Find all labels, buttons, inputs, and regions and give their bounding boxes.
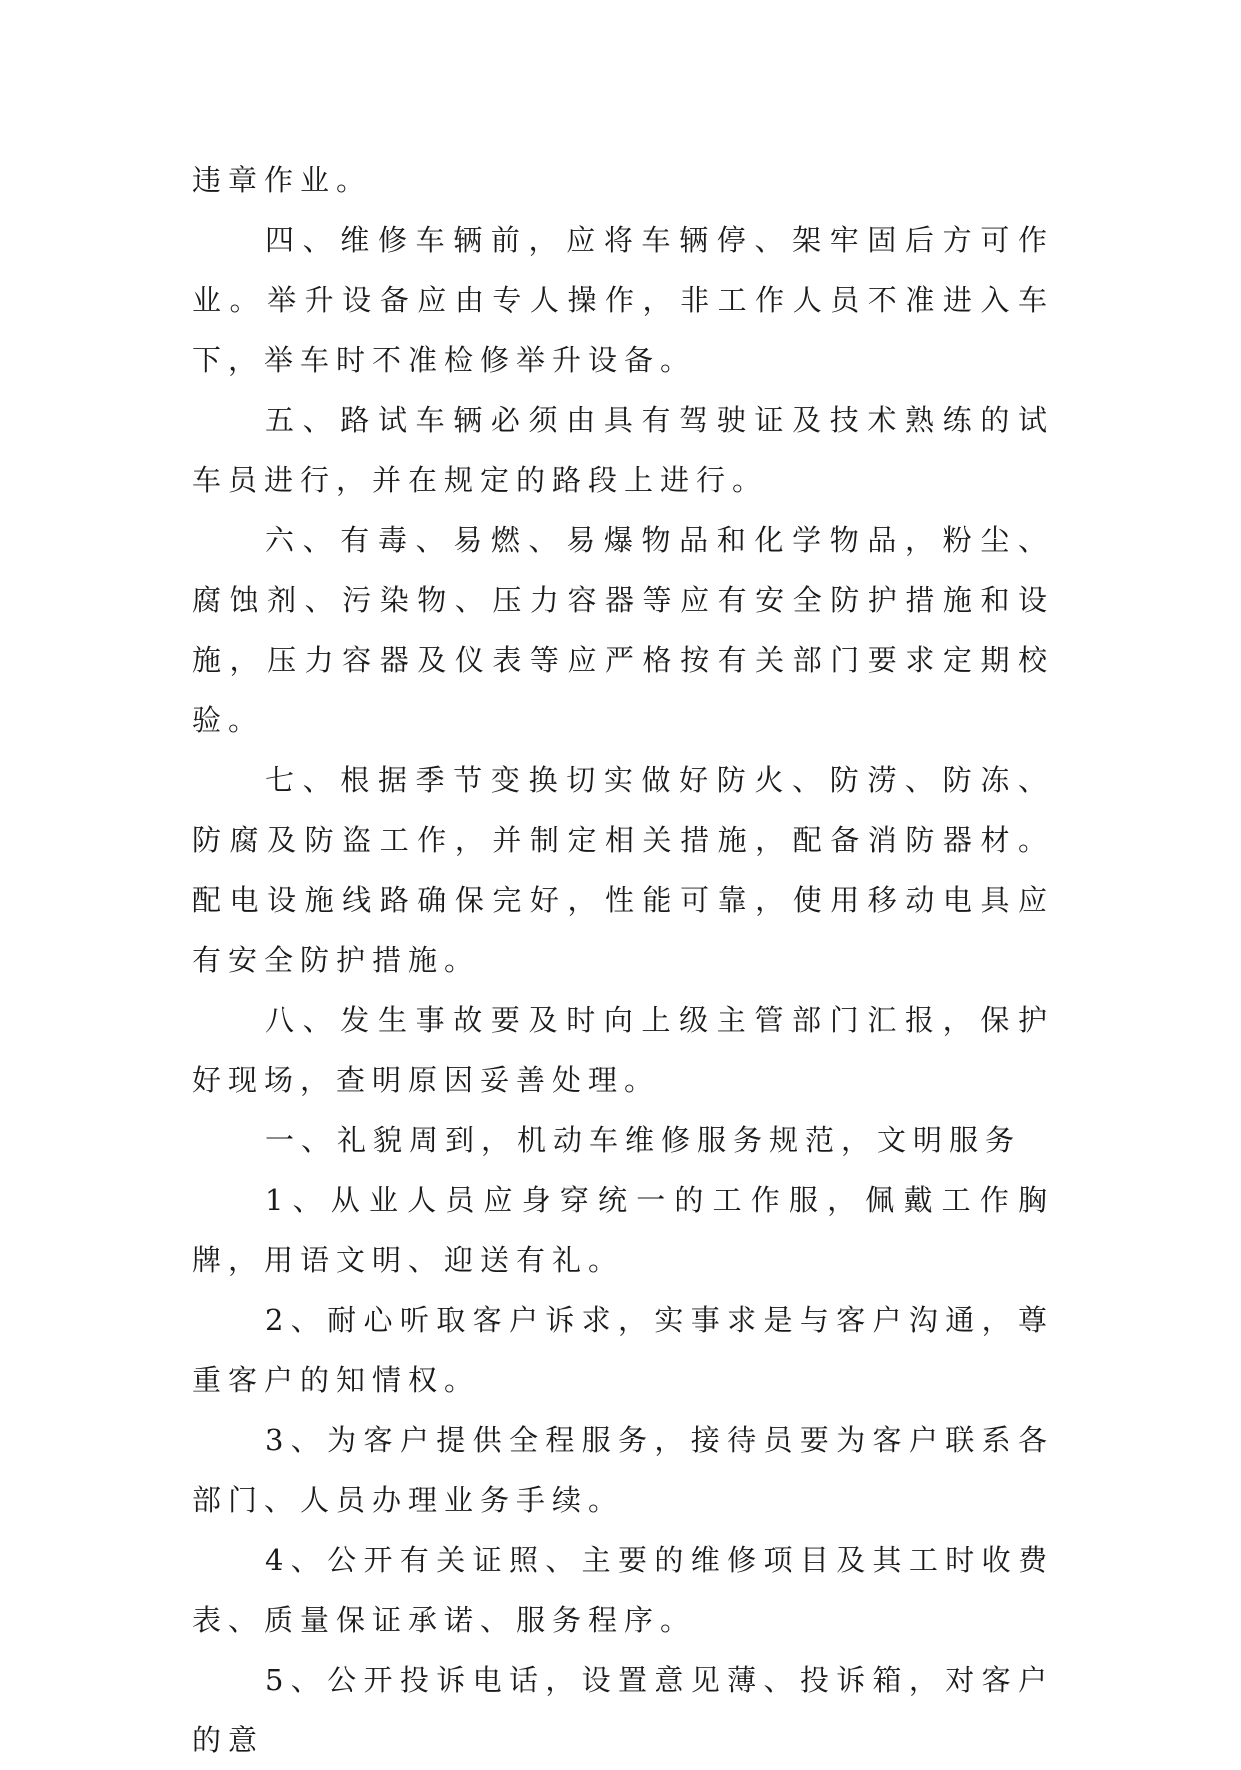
paragraph-item-8: 八、发生事故要及时向上级主管部门汇报，保护好现场，查明原因妥善处理。 — [192, 1003, 1054, 1097]
paragraph-sub-5: 5、公开投诉电话，设置意见薄、投诉箱，对客户的意 — [192, 1663, 1054, 1757]
paragraph-item-7: 七、根据季节变换切实做好防火、防涝、防冻、防腐及防盗工作，并制定相关措施，配备消防器材。配电设施线路确保完好，性能可靠，使用移动电具应有安全防护措施。 — [192, 763, 1054, 977]
section-heading-1: 一、礼貌周到，机动车维修服务规范，文明服务 — [265, 1123, 1022, 1157]
paragraph-item-6: 六、有毒、易燃、易爆物品和化学物品，粉尘、腐蚀剂、污染物、压力容器等应有安全防护措施和设施，压力容器及仪表等应严格按有关部门要求定期校验。 — [192, 523, 1054, 737]
document-body — [192, 150, 1054, 1770]
paragraph-sub-1: 1、从业人员应身穿统一的工作服，佩戴工作胸牌，用语文明、迎送有礼。 — [192, 1183, 1054, 1277]
paragraph-item-4: 四、维修车辆前，应将车辆停、架牢固后方可作业。举升设备应由专人操作，非工作人员不准进入车下，举车时不准检修举升设备。 — [192, 223, 1054, 377]
paragraph-sub-4: 4、公开有关证照、主要的维修项目及其工时收费表、质量保证承诺、服务程序。 — [192, 1543, 1054, 1637]
paragraph-sub-2: 2、耐心听取客户诉求，实事求是与客户沟通，尊重客户的知情权。 — [192, 1303, 1054, 1397]
paragraph-sub-3: 3、为客户提供全程服务，接待员要为客户联系各部门、人员办理业务手续。 — [192, 1423, 1054, 1517]
paragraph-item-5: 五、路试车辆必须由具有驾驶证及技术熟练的试车员进行，并在规定的路段上进行。 — [192, 403, 1054, 497]
paragraph-continuation: 违章作业。 — [192, 163, 373, 197]
